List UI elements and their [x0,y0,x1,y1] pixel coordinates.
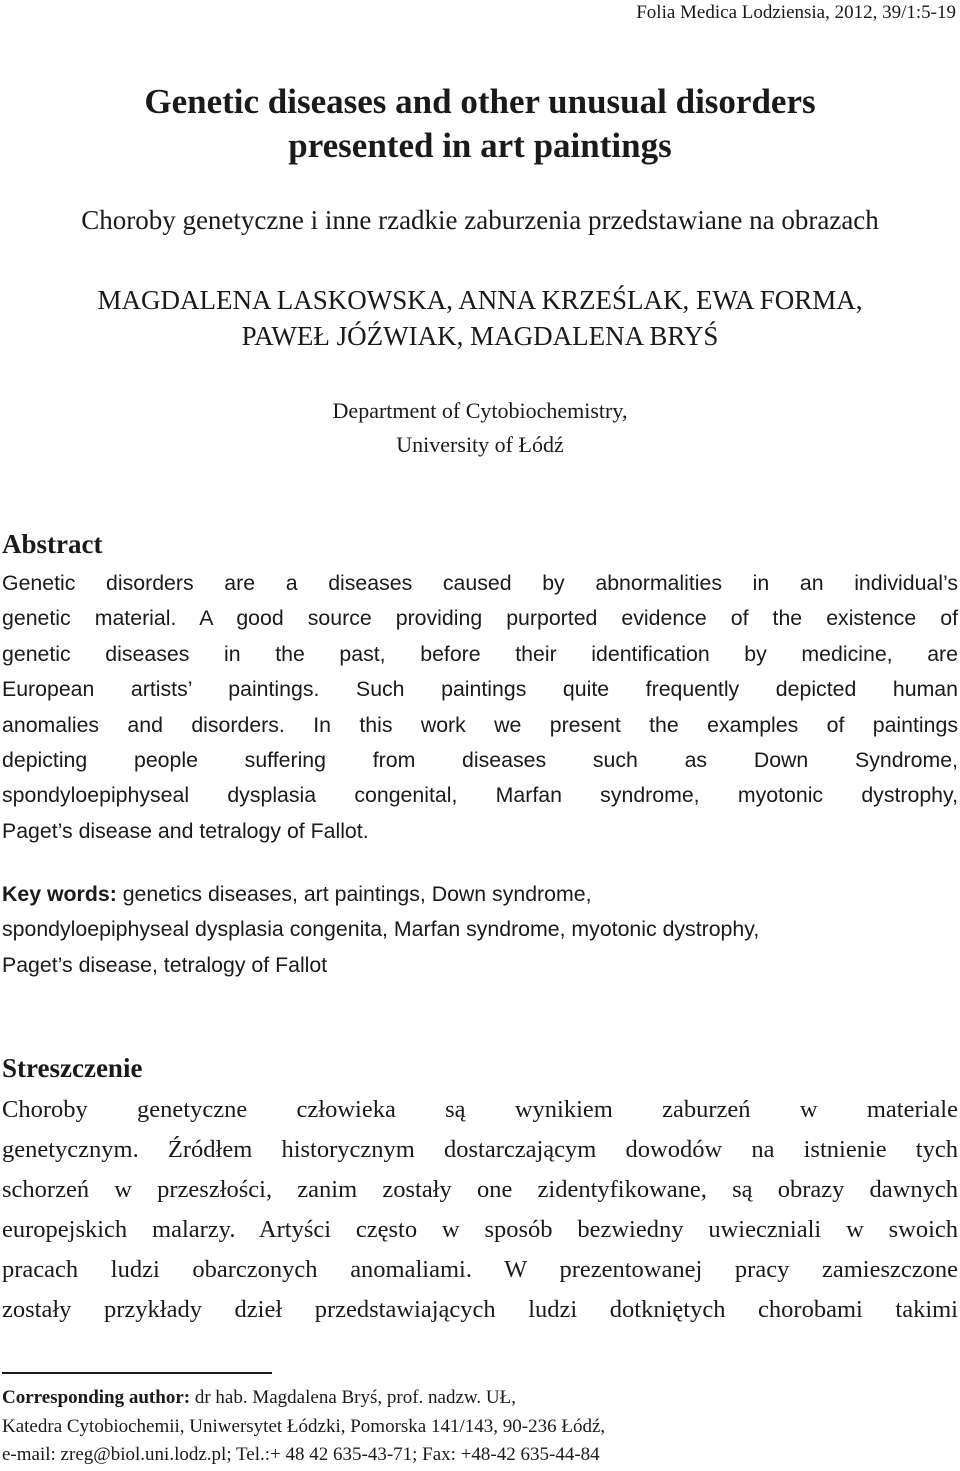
author-line: MAGDALENA LASKOWSKA, ANNA KRZEŚLAK, EWA FORMA, [97,285,863,315]
keywords-label: Key words: [2,882,117,906]
affiliation [0,394,960,462]
abstract-line: genetic material. A good source providing purported evidence of the existence of [2,606,958,631]
keywords-text: genetics diseases, art paintings, Down syndrome, [116,882,592,906]
abstract-line: spondyloepiphyseal dysplasia congenital, Marfan syndrome, myotonic dystrophy, [2,783,958,808]
article-title-line: presented in art paintings [288,126,672,165]
streszczenie-line: pracach ludzi obarczonych anomaliami. W prezentowanej pracy zamieszczone [2,1256,958,1283]
streszczenie-line: schorzeń w przeszłości, zanim zostały one zidentyfikowane, są obrazy dawnych [2,1176,958,1203]
streszczenie-line: zostały przykłady dzieł przedstawiających ludzi dotkniętych chorobami takimi [2,1296,958,1323]
abstract-line: European artists’ paintings. Such paintings quite frequently depicted human [2,677,958,702]
author-line: PAWEŁ JÓŹWIAK, MAGDALENA BRYŚ [241,321,719,351]
abstract-text [2,566,958,849]
corresponding-author-footnote [2,1384,958,1470]
footnote-contact: e-mail: zreg@biol.uni.lodz.pl; Tel.:+ 48 42 635-43-71; Fax: +48-42 635-44-84 [2,1444,600,1465]
abstract-line: genetic diseases in the past, before their identification by medicine, are [2,641,958,666]
article-title-polish: Choroby genetyczne i inne rzadkie zaburzenia przedstawiane na obrazach [81,205,879,235]
abstract-line: anomalies and disorders. In this work we present the examples of paintings [2,712,958,737]
streszczenie-line: genetycznym. Źródłem historycznym dostarczającym dowodów na istnienie tych [2,1136,958,1163]
footnote-line [2,1384,958,1413]
abstract-line: Genetic disorders are a diseases caused by abnormalities in an individual’s [2,571,958,595]
keywords-line: spondyloepiphyseal dysplasia congenita, Marfan syndrome, myotonic dystrophy, [2,917,760,942]
affiliation-line: University of Łódź [396,432,564,457]
streszczenie-heading: Streszczenie [2,1053,143,1083]
corresponding-author-label: Corresponding author: [2,1387,191,1408]
streszczenie-line: europejskich malarzy. Artyści często w sposób bezwiedny uwieczniali w swoich [2,1216,958,1243]
abstract-line: depicting people suffering from diseases such as Down Syndrome, [2,748,958,773]
abstract-heading: Abstract [2,529,103,559]
footnote-address: Katedra Cytobiochemii, Uniwersytet Łódzki, Pomorska 141/143, 90-236 Łódź, [2,1415,606,1437]
article-title [0,80,960,168]
corresponding-author-name: dr hab. Magdalena Bryś, prof. nadzw. UŁ, [190,1387,516,1408]
author-list [0,282,960,354]
article-title-line: Genetic diseases and other unusual disorders [144,82,816,121]
keywords-line: Paget’s disease, tetralogy of Fallot [2,952,328,977]
keywords [2,877,958,983]
streszczenie-text [2,1090,958,1330]
keywords-line [2,877,958,912]
footnote-divider [2,1372,272,1374]
abstract-line: Paget’s disease and tetralogy of Fallot. [2,818,369,843]
streszczenie-line: Choroby genetyczne człowieka są wynikiem zaburzeń w materiale [2,1096,958,1123]
affiliation-line: Department of Cytobiochemistry, [332,398,628,423]
journal-reference: Folia Medica Lodziensia, 2012, 39/1:5-19 [636,2,956,23]
